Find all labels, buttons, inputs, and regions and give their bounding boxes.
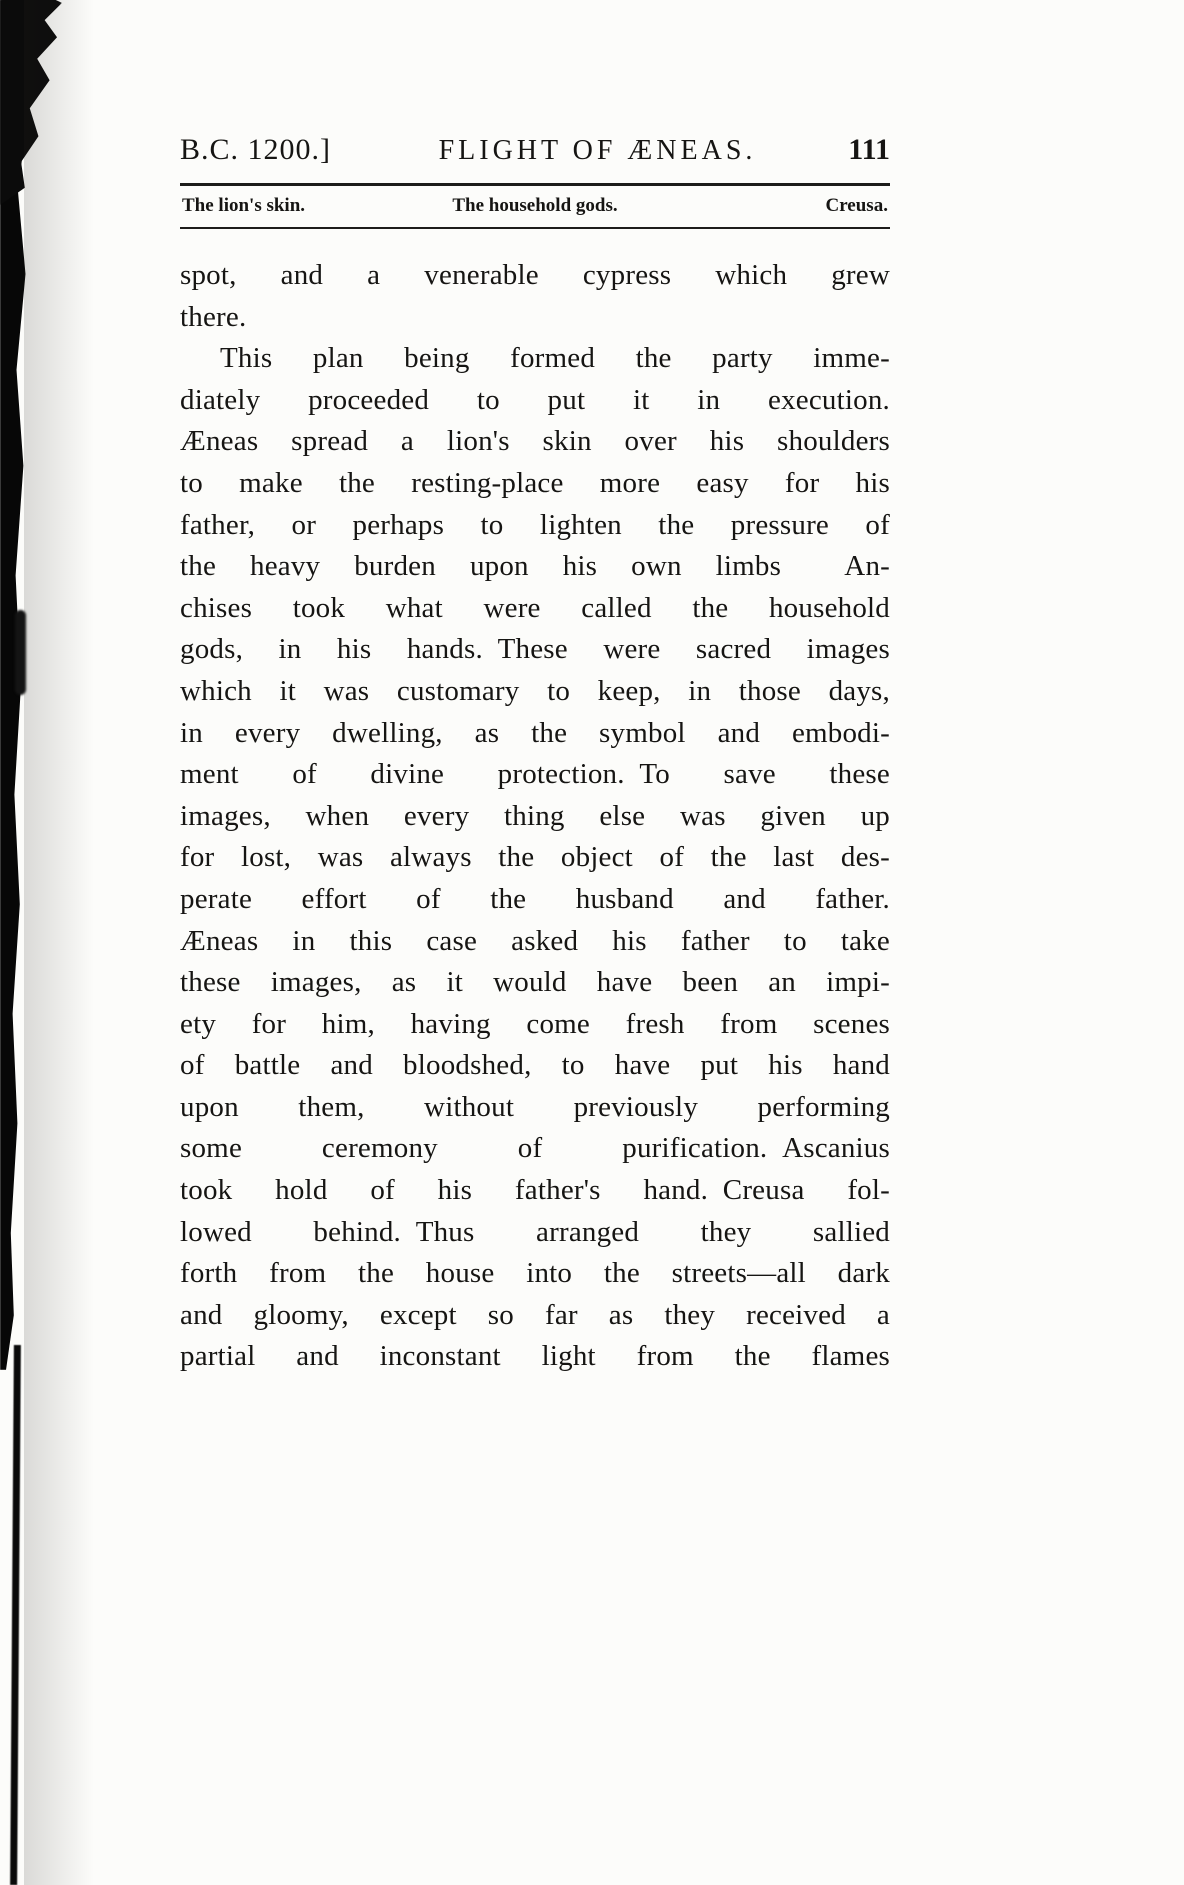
header-date: B.C. 1200.] xyxy=(180,133,332,166)
binding-smudge xyxy=(15,610,26,695)
text-line: these images, as it would have been an impi- xyxy=(180,966,890,999)
page-number: 111 xyxy=(848,133,890,166)
page-content xyxy=(180,130,890,1378)
gutter-shadow xyxy=(24,0,94,1885)
running-heads xyxy=(180,186,890,227)
running-head-center: The household gods. xyxy=(452,195,618,216)
text-line: upon them, without previously performing xyxy=(180,1090,890,1123)
text-line: some ceremony of purification. Ascanius xyxy=(180,1132,890,1165)
text-line: and gloomy, except so far as they received a xyxy=(180,1298,890,1331)
running-head-left: The lion's skin. xyxy=(182,195,306,216)
text-line: the heavy burden upon his own limbs An- xyxy=(180,550,890,583)
text-line: of battle and bloodshed, to have put his hand xyxy=(180,1049,890,1082)
text-line: in every dwelling, as the symbol and embodi- xyxy=(180,716,890,749)
text-line: partial and inconstant light from the flames xyxy=(180,1340,890,1373)
text-line: there. xyxy=(180,300,247,333)
text-line: chises took what were called the household xyxy=(180,591,890,624)
page-header xyxy=(180,130,890,171)
header-rule-bottom xyxy=(180,227,890,229)
text-line: images, when every thing else was given up xyxy=(180,799,890,832)
text-line: spot, and a venerable cypress which grew xyxy=(180,259,890,291)
text-line: which it was customary to keep, in those days, xyxy=(180,674,890,707)
text-line: diately proceeded to put it in execution. xyxy=(180,383,890,416)
text-line: for lost, was always the object of the last des- xyxy=(180,841,890,874)
binding-tear-mark xyxy=(0,0,62,205)
body-text xyxy=(180,255,890,1378)
text-line: took hold of his father's hand. Creusa fol- xyxy=(180,1174,890,1207)
text-line: gods, in his hands. These were sacred images xyxy=(180,633,890,666)
text-line: forth from the house into the streets—all dark xyxy=(180,1257,890,1290)
text-line: father, or perhaps to lighten the pressure of xyxy=(180,508,890,541)
binding-edge-lower xyxy=(10,1345,21,1885)
text-line: This plan being formed the party imme- xyxy=(220,342,890,375)
running-head-right: Creusa. xyxy=(825,195,888,216)
text-line: ment of divine protection. To save these xyxy=(180,758,890,791)
text-line: lowed behind. Thus arranged they sallied xyxy=(180,1215,890,1248)
text-line: to make the resting-place more easy for his xyxy=(180,466,890,499)
text-line: Æneas spread a lion's skin over his shoulders xyxy=(180,425,890,458)
text-line: ety for him, having come fresh from scenes xyxy=(180,1007,890,1040)
text-line: Æneas in this case asked his father to take xyxy=(180,924,890,957)
text-line: perate effort of the husband and father. xyxy=(180,882,890,915)
header-title: FLIGHT OF ÆNEAS. xyxy=(438,135,757,166)
